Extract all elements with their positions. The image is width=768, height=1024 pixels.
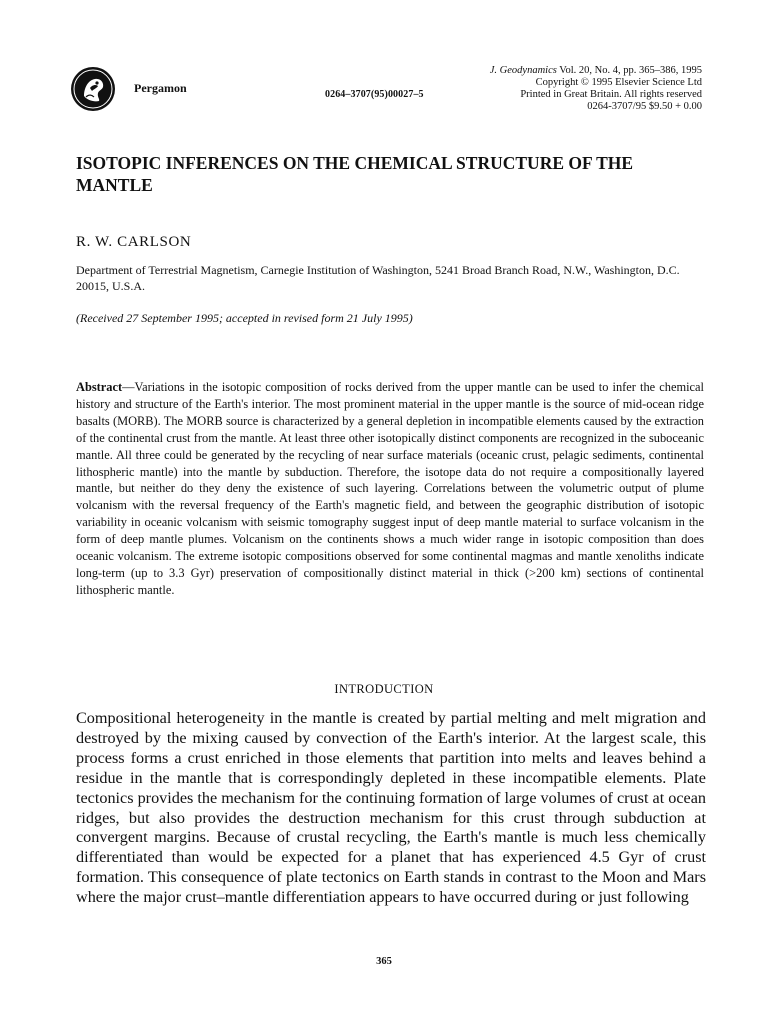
journal-volume-pages: Vol. 20, No. 4, pp. 365–386, 1995 <box>556 65 702 76</box>
abstract <box>76 379 704 599</box>
journal-citation <box>490 65 702 113</box>
article-title: ISOTOPIC INFERENCES ON THE CHEMICAL STRUCTURE OF THE MANTLE <box>76 153 634 195</box>
copyright-line: Copyright © 1995 Elsevier Science Ltd <box>535 77 702 88</box>
printed-line: Printed in Great Britain. All rights reserved <box>520 89 702 100</box>
author-affiliation: Department of Terrestrial Magnetism, Carnegie Institution of Washington, 5241 Broad Branch Road, N.W., Washington, D.C. 20015, U.S.A. <box>76 263 680 293</box>
author-name: R. W. CARLSON <box>76 234 192 250</box>
article-doi: 0264–3707(95)00027–5 <box>325 89 424 100</box>
abstract-label: Abstract <box>76 380 123 394</box>
journal-reference-line <box>490 65 702 77</box>
received-dates: (Received 27 September 1995; accepted in revised form 21 July 1995) <box>76 311 413 325</box>
section-heading-introduction: INTRODUCTION <box>334 682 434 696</box>
journal-name: J. Geodynamics <box>489 65 557 76</box>
introduction-paragraph: Compositional heterogeneity in the mantle is created by partial melting and melt migration and destroyed by the mixing caused by convection of the Earth's interior. At the largest scale, this process forms a crust enriched in those elements that partition into melts and leaves behind a residue in the mantle that is correspondingly depleted in these incompatible elements. Plate tectonics provides the mechanism for the continuing formation of large volumes of crust at ocean ridges, but also provides the destruction mechanism for this crust through subduction at convergent margins. Because of crustal recycling, the Earth's mantle is much less chemically differentiated than would be expected for a planet that has experienced 4.5 Gyr of crust formation. This consequence of plate tectonics on Earth stands in contrast to the Moon and Mars where the major crust–mantle differentiation appears to have occurred during or just following <box>76 709 706 907</box>
abstract-text: —Variations in the isotopic composition of rocks derived from the upper mantle can be used to infer the chemical history and structure of the Earth's interior. The most prominent material in the upper mantle is the source of mid-ocean ridge basalts (MORB). The MORB source is characterized by a general depletion in incompatible elements caused by the extraction of the continental crust from the mantle. At least three other isotopically distinct components are recognized in the suboceanic mantle. All three could be generated by the recycling of near surface materials (oceanic crust, pelagic sediments, continental lithospheric mantle) into the mantle by subduction. Therefore, the isotope data do not require a compositionally layered mantle, but neither do they deny the existence of such layering. Correlations between the volumetric output of plume volcanism with the reversal frequency of the Earth's magnetic field, and between the geographic distribution of isotopic variability in oceanic volcanism with seismic tomography suggest input of deep mantle material to surface volcanism in the form of deep mantle plumes. Volcanism on the continents shows a much wider range in isotopic composition than does oceanic volcanism. The extreme isotopic compositions observed for some continental magmas and mantle xenoliths indicate long-term (up to 3.3 Gyr) preservation of compositionally distinct material in thick (>200 km) sections of continental lithospheric mantle. <box>76 380 704 597</box>
page-number: 365 <box>376 956 392 967</box>
publisher-name: Pergamon <box>134 81 187 95</box>
price-code: 0264-3707/95 $9.50 + 0.00 <box>587 101 702 112</box>
publisher-logo-icon <box>70 66 116 112</box>
